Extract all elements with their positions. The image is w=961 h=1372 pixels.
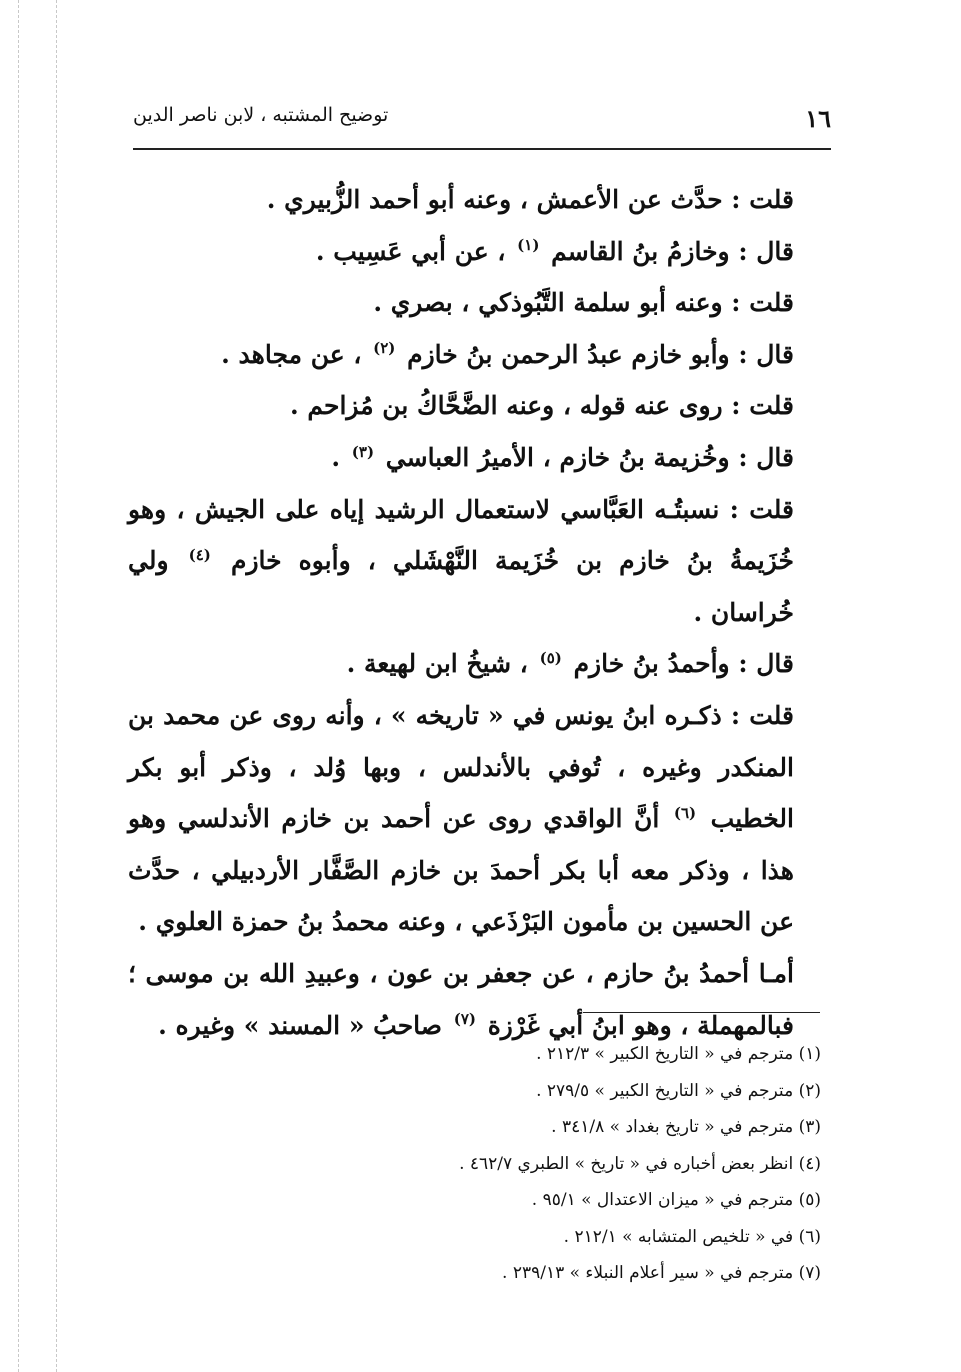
text-run: ، عن مجاهد . [221,339,371,369]
text-run: . [331,442,349,472]
text-run: قلت : حدَّث عن الأعمش ، وعنه أبو أحمد الزُّبيري . [266,185,794,214]
paragraph [128,380,794,432]
paragraph [128,329,794,381]
paragraph [128,690,794,948]
text-run: ولي خُراسان . [128,546,794,627]
text-run: ، شيخُ ابن لهيعة . [346,649,537,679]
paragraph [128,638,794,690]
text-run: قال : وخُزيمة بنُ خازم ، الأميرُ العباسي [377,442,794,472]
text-run: قال : وخازمُ بنُ القاسم [542,236,794,266]
footnote-reference: (٤) [188,545,211,564]
text-run: أنَّ الواقدي روى عن أحمد بن خازم الأندلسي وهو هذا ، وذكر معه أبا بكر أحمدَ بن خازم الصَّفَّار الأردبيلي ، حدَّث عن الحسين بن مأمون البَرْذَعي ، وعنه محمدُ بنُ حمزة العلوي . [128,804,794,937]
footnote-item: (٧) مترجم في « سير أعلام النبلاء » ٢٣٩/١٣ . [502,1263,821,1283]
footnote-item: (٥) مترجم في « ميزان الاعتدال » ٩٥/١ . [531,1190,821,1210]
footnote-item: (٢) مترجم في « التاريخ الكبير » ٢٧٩/٥ . [536,1080,821,1101]
scan-margin-line [56,0,57,1372]
footnote-item: (٤) انظر بعض أخباره في « تاريخ » الطبري ٤٦٢/٧ . [459,1153,821,1174]
header-rule [133,148,831,150]
text-run: قال : وأحمدُ بنُ خازم [564,649,794,679]
text-run: قلت : ذكـره ابنُ يونس في « تاريخه » ، وأنه روى عن محمد بن المنكدر وغيره ، تُوفي بالأندلس ، وبها وُلد ، وذكر أبو بكر الخطيب [128,700,794,834]
footnote-item: (٦) في « تلخيص المتشابه » ٢١٢/١ . [563,1226,821,1247]
footnote-item: (٣) مترجم في « تاريخ بغداد » ٣٤١/٨ . [551,1117,821,1137]
footnote-reference: (٥) [539,649,562,668]
page-number: ١٦ [805,104,831,133]
footnotes [301,1036,821,1292]
text-run: قلت : نسبتُـه العَبَّاسي لاستعمال الرشيد إياه على الجيش ، وهو خُزَيمةُ بنُ خازم بن خُزَيمة النَّهْشَلي ، وأبوه خازم [128,494,794,576]
paragraph [128,226,794,278]
page-header [133,98,831,134]
text-run: قلت : وعنه أبو سلمة التَّبُوذكي ، بصري . [373,288,794,318]
scan-margin-line [18,0,19,1372]
paragraph [128,484,794,639]
footnote-reference: (٧) [453,1010,476,1029]
footnote-reference: (١) [517,236,540,255]
footnote-rule [583,1012,820,1013]
footnote-reference: (٢) [373,339,396,358]
footnote-item: (١) مترجم في « التاريخ الكبير » ٢١٢/٣ . [536,1044,821,1064]
footnote-reference: (٣) [351,442,375,461]
running-title: توضيح المشتبه ، لابن ناصر الدين [133,104,389,126]
main-text [128,174,794,1051]
paragraph [128,174,794,226]
text-run: أمـا أحمدُ بنُ حازم ، عن جعفر بن عون ، وعبيدِ الله بن موسى ؛ فبالمهملة ، وهو ابنُ أبي غَرْزة [128,958,794,1040]
footnote-reference: (٦) [673,803,697,822]
text-run: قال : وأبو خازم عبدُ الرحمن بنُ خازم [398,339,794,369]
paragraph [128,277,794,329]
text-run: ، عن أبي عَسِيب . [315,236,515,266]
text-run: قلت : روى عنه قوله ، وعنه الضَّحَّاكُ بن مُزاحم . [289,391,794,421]
text-run: صاحبُ « المسند » وغيره . [158,1010,451,1040]
paragraph [128,432,794,484]
